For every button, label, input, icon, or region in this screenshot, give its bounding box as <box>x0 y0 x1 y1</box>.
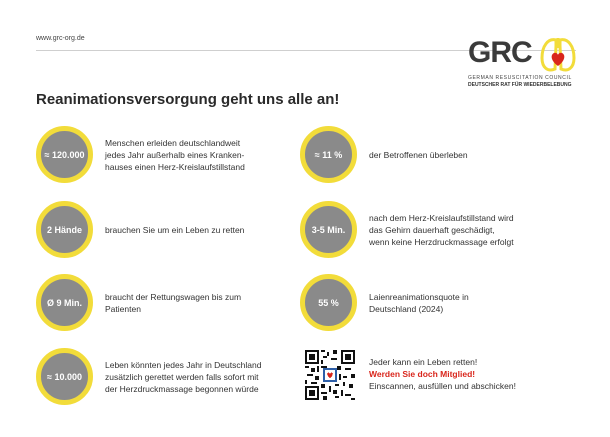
stat-survival-rate <box>300 126 565 183</box>
logo-wordmark: GRC <box>468 36 532 69</box>
stat-description: Menschen erleiden deutschlandweit jedes Jahr außerhalb eines Kranken- hauses einen Herz-Kreislaufstillstand <box>105 137 245 172</box>
stat-description: der Betroffenen überleben <box>369 149 468 160</box>
stat-description: Laienreanimationsquote in Deutschland (2024) <box>369 291 469 314</box>
stat-badge <box>300 274 357 331</box>
website-url[interactable]: www.grc-org.de <box>36 35 85 42</box>
stat-badge <box>36 201 93 258</box>
stat-lives-saved <box>36 348 301 405</box>
stat-description: Leben könnten jedes Jahr in Deutschland zusätzlich gerettet werden falls sofort mit der Herzdruckmassage begonnen würde <box>105 359 262 394</box>
stat-brain-damage-time <box>300 201 565 258</box>
stat-value: ≈ 120.000 <box>44 149 85 160</box>
page-title: Reanimationsversorgung geht uns alle an! <box>36 91 340 108</box>
stat-bystander-cpr-rate <box>300 274 565 331</box>
membership-call-to-action <box>369 356 516 392</box>
stat-value: 2 Hände <box>46 224 82 235</box>
stat-cardiac-arrests <box>36 126 301 183</box>
cta-line-3: Einscannen, ausfüllen und abschicken! <box>369 381 516 391</box>
stat-badge <box>36 126 93 183</box>
stat-value: ≈ 10.000 <box>47 371 82 382</box>
logo-subtitle-en: GERMAN RESUSCITATION COUNCIL <box>468 75 572 81</box>
membership-qr-code[interactable] <box>305 350 355 400</box>
cta-line-1: Jeder kann ein Leben retten! <box>369 357 478 367</box>
logo-subtitle-de: DEUTSCHER RAT FÜR WIEDERBELEBUNG <box>468 82 572 88</box>
grc-logo <box>468 34 580 98</box>
stat-badge <box>300 126 357 183</box>
stat-value: ≈ 11 % <box>314 149 343 160</box>
stat-description: brauchen Sie um ein Leben zu retten <box>105 224 245 235</box>
cta-join-line: Werden Sie doch Mitglied! <box>369 369 476 379</box>
stat-two-hands <box>36 201 301 258</box>
stat-badge <box>36 348 93 405</box>
stat-description: nach dem Herz-Kreislaufstillstand wird das Gehirn dauerhaft geschädigt, wenn keine Herzdruckmassage erfolgt <box>369 212 514 247</box>
stat-value: Ø 9 Min. <box>46 297 82 308</box>
lungs-heart-icon <box>538 36 578 74</box>
stat-value: 3-5 Min. <box>311 224 346 235</box>
stat-badge <box>36 274 93 331</box>
stat-badge <box>300 201 357 258</box>
stat-description: braucht der Rettungswagen bis zum Patienten <box>105 291 242 314</box>
stat-ambulance-time <box>36 274 301 331</box>
stat-value: 55 % <box>318 297 339 308</box>
